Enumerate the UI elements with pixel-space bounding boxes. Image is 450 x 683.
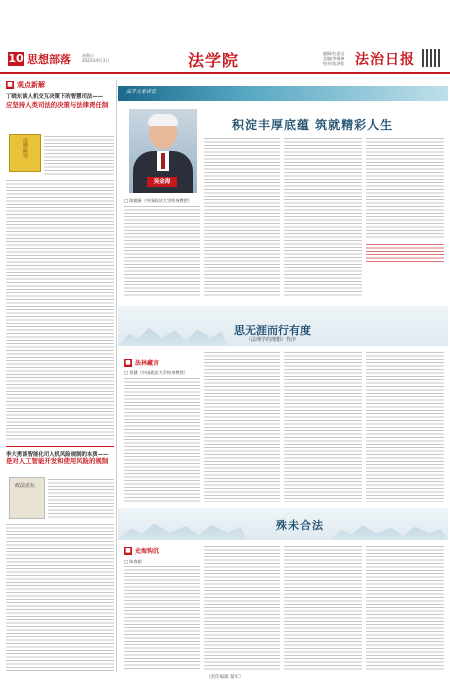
article-3-text — [366, 546, 444, 670]
article-2-byline: □ 常健（中国政法大学终身教授） — [124, 370, 188, 375]
book-cover-image — [9, 134, 41, 172]
left-column — [6, 80, 114, 675]
left-tag-1-label: 观点新解 — [17, 81, 45, 89]
book-cover-title: 法律研究 — [22, 138, 28, 158]
column-title: 法学院 — [188, 51, 240, 70]
journal-cover-title: 政法论坛 — [15, 483, 36, 489]
nameplate: 吴金海 — [147, 177, 177, 187]
article-1-text — [204, 138, 280, 298]
tag-square-icon: ■ — [7, 81, 13, 88]
article-1-text — [284, 138, 362, 298]
article-3-tag-label: 史海钩沉 — [135, 548, 160, 555]
article-3-text — [124, 566, 200, 670]
article-1-title: 积淀丰厚底蕴 筑就精彩人生 — [232, 118, 394, 132]
article-3-text — [204, 546, 280, 670]
left-headline-1: 丁晓东谈人机交互决策下的智慧司法—— — [6, 94, 104, 100]
article-1-text — [124, 206, 200, 298]
photo-hair — [148, 114, 178, 126]
article-2-tag — [124, 358, 159, 367]
article-2-tag-label: 法林藏言 — [135, 360, 160, 367]
divider — [6, 446, 114, 447]
article-3-tag — [124, 546, 159, 555]
article-2-title: 思无涯而行有度 — [234, 324, 311, 337]
issue-date: 星期日 2023年9月3日 — [82, 53, 110, 63]
tag-square-icon: ■ — [125, 358, 131, 366]
article-2-subtitle: （法理学的理想）代序 — [246, 337, 297, 343]
qr-code-icon[interactable] — [422, 49, 440, 67]
text-block — [6, 180, 114, 440]
portrait-photo — [129, 109, 197, 193]
column-divider — [116, 80, 117, 672]
footer-note: （责任编辑 秦军） — [206, 675, 244, 680]
article-3-title: 殊未合法 — [276, 519, 324, 532]
tag-square-icon: ■ — [125, 546, 131, 554]
top-banner — [118, 86, 448, 101]
paper-logo: 法治日报 — [355, 52, 415, 68]
text-block — [44, 136, 114, 176]
left-headline-2: 李大勇谈智能化司人机风险规制的本质—— — [6, 452, 109, 458]
article-1-text — [366, 138, 444, 238]
left-subhead-2: 是对人工智能开发和使用风险的规制 — [6, 457, 109, 465]
masthead — [0, 0, 450, 74]
text-block — [6, 524, 114, 672]
left-subhead-1: 应坚持人类司法的决策与法律责任制 — [6, 101, 109, 109]
editor-credits: 编辑/杜思远 美编/李锡坤 校对/张泽钦 — [323, 51, 345, 66]
section-name: 思想部落 — [27, 53, 71, 66]
article-3-text — [284, 546, 362, 670]
page-number: 10 — [8, 52, 24, 65]
article-2-text — [204, 352, 280, 502]
journal-cover-image — [9, 477, 45, 519]
article-2-text — [366, 352, 444, 502]
article-1-red-note — [366, 244, 444, 264]
left-tag-1 — [6, 80, 114, 90]
article-1-byline: □ 陈敏新（中国政法大学终身教授） — [124, 198, 193, 203]
article-3-byline: □ 陈春银 — [124, 559, 142, 564]
photo-tie — [161, 153, 165, 169]
banner-label: 法学大家讲堂 — [126, 89, 157, 95]
article-2-text — [284, 352, 362, 502]
text-block — [48, 479, 114, 519]
article-2-text — [124, 378, 200, 502]
